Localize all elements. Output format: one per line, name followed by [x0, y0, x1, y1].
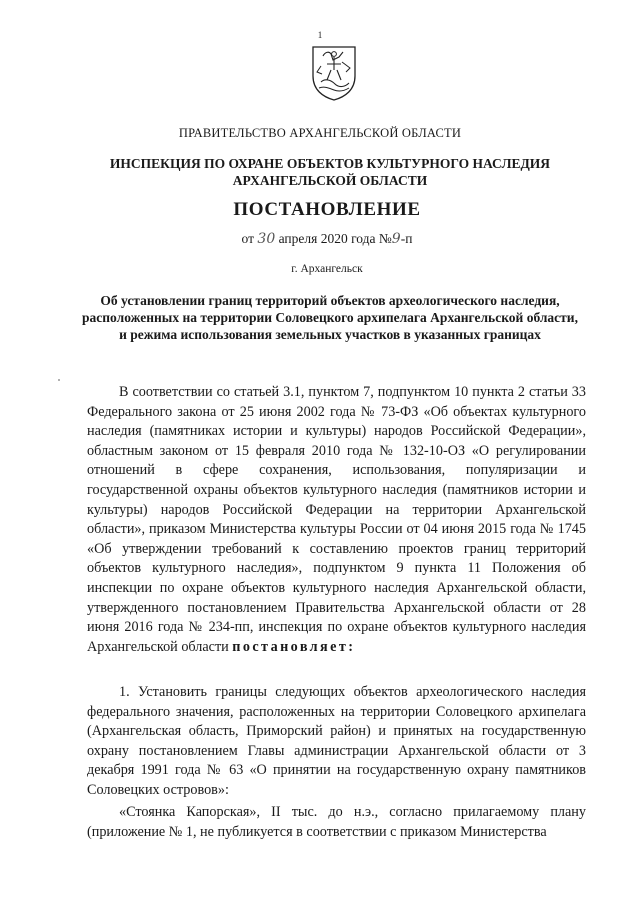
date-month-year: апреля 2020 года: [278, 231, 376, 246]
handwritten-day: 30: [257, 231, 276, 247]
date-number-line: [0, 231, 640, 247]
site-text: «Стоянка Капорская», II тыс. до н.э., согласно прилагаемому плану (приложение № 1, не публикуется в соответствии с приказом Министерства: [87, 804, 586, 840]
page-number: 1: [317, 30, 323, 40]
city-line: г. Архангельск: [291, 263, 363, 275]
number-sign: №: [378, 231, 392, 246]
handwritten-number: 9: [391, 231, 401, 247]
date-prefix: от: [241, 231, 255, 246]
government-name: ПРАВИТЕЛЬСТВО АРХАНГЕЛЬСКОЙ ОБЛАСТИ: [178, 126, 462, 140]
number-suffix: -п: [400, 231, 413, 246]
preamble-paragraph: [87, 383, 586, 657]
site-paragraph: [87, 803, 586, 842]
clause-1-text: 1. Установить границы следующих объектов археологического наследия федерального значения, расположенных на территории Соловецкого архипелага (Архангельская область, Приморский район) и принятых на государственную охрану постановлением Главы администрации Архангельской области от 3 декабря 1991 года № 63 «О принятии на государственную охрану памятников Соловецких островов»:: [87, 684, 586, 798]
preamble-text: В соответствии со статьей 3.1, пунктом 7, подпунктом 10 пункта 2 статьи 33 Федерального закона от 25 июня 2002 года № 73-ФЗ «Об объектах культурного наследия (памятниках истории и культуры) народов Российской Федерации», областным законом от 15 февраля 2010 года № 132-10-ОЗ «О регулировании отношений в сфере сохранения, использования, популяризации и государственной охраны объектов культурного наследия (памятников истории и культуры) народов Российской Федерации на территории Архангельской области», приказом Министерства культуры России от 04 июня 2015 года № 1745 «Об утверждении требований к составлению проектов границ территорий объектов культурного наследия», подпунктом 9 пункта 11 Положения об инспекции по охране объектов культурного наследия Архангельской области, утвержденного постановлением Правительства Архангельской области от 28 июня 2016 года № 234-пп, инспекция по охране объектов культурного наследия Архангельской области: [87, 384, 586, 655]
scan-speck: [58, 379, 60, 381]
clause-1-paragraph: [87, 683, 586, 801]
inspection-name: ИНСПЕКЦИЯ ПО ОХРАНЕ ОБЪЕКТОВ КУЛЬТУРНОГО НАСЛЕДИЯ АРХАНГЕЛЬСКОЙ ОБЛАСТИ: [109, 156, 551, 188]
resolves-word: постановляет:: [232, 638, 356, 655]
document-title: Об установлении границ территорий объектов археологического наследия, расположенных на территории Соловецкого архипелага Архангельской области, и режима использования земельных участков в указанных границах: [82, 293, 578, 342]
coat-of-arms-icon: [309, 42, 359, 102]
document-type-heading: ПОСТАНОВЛЕНИЕ: [233, 199, 421, 220]
